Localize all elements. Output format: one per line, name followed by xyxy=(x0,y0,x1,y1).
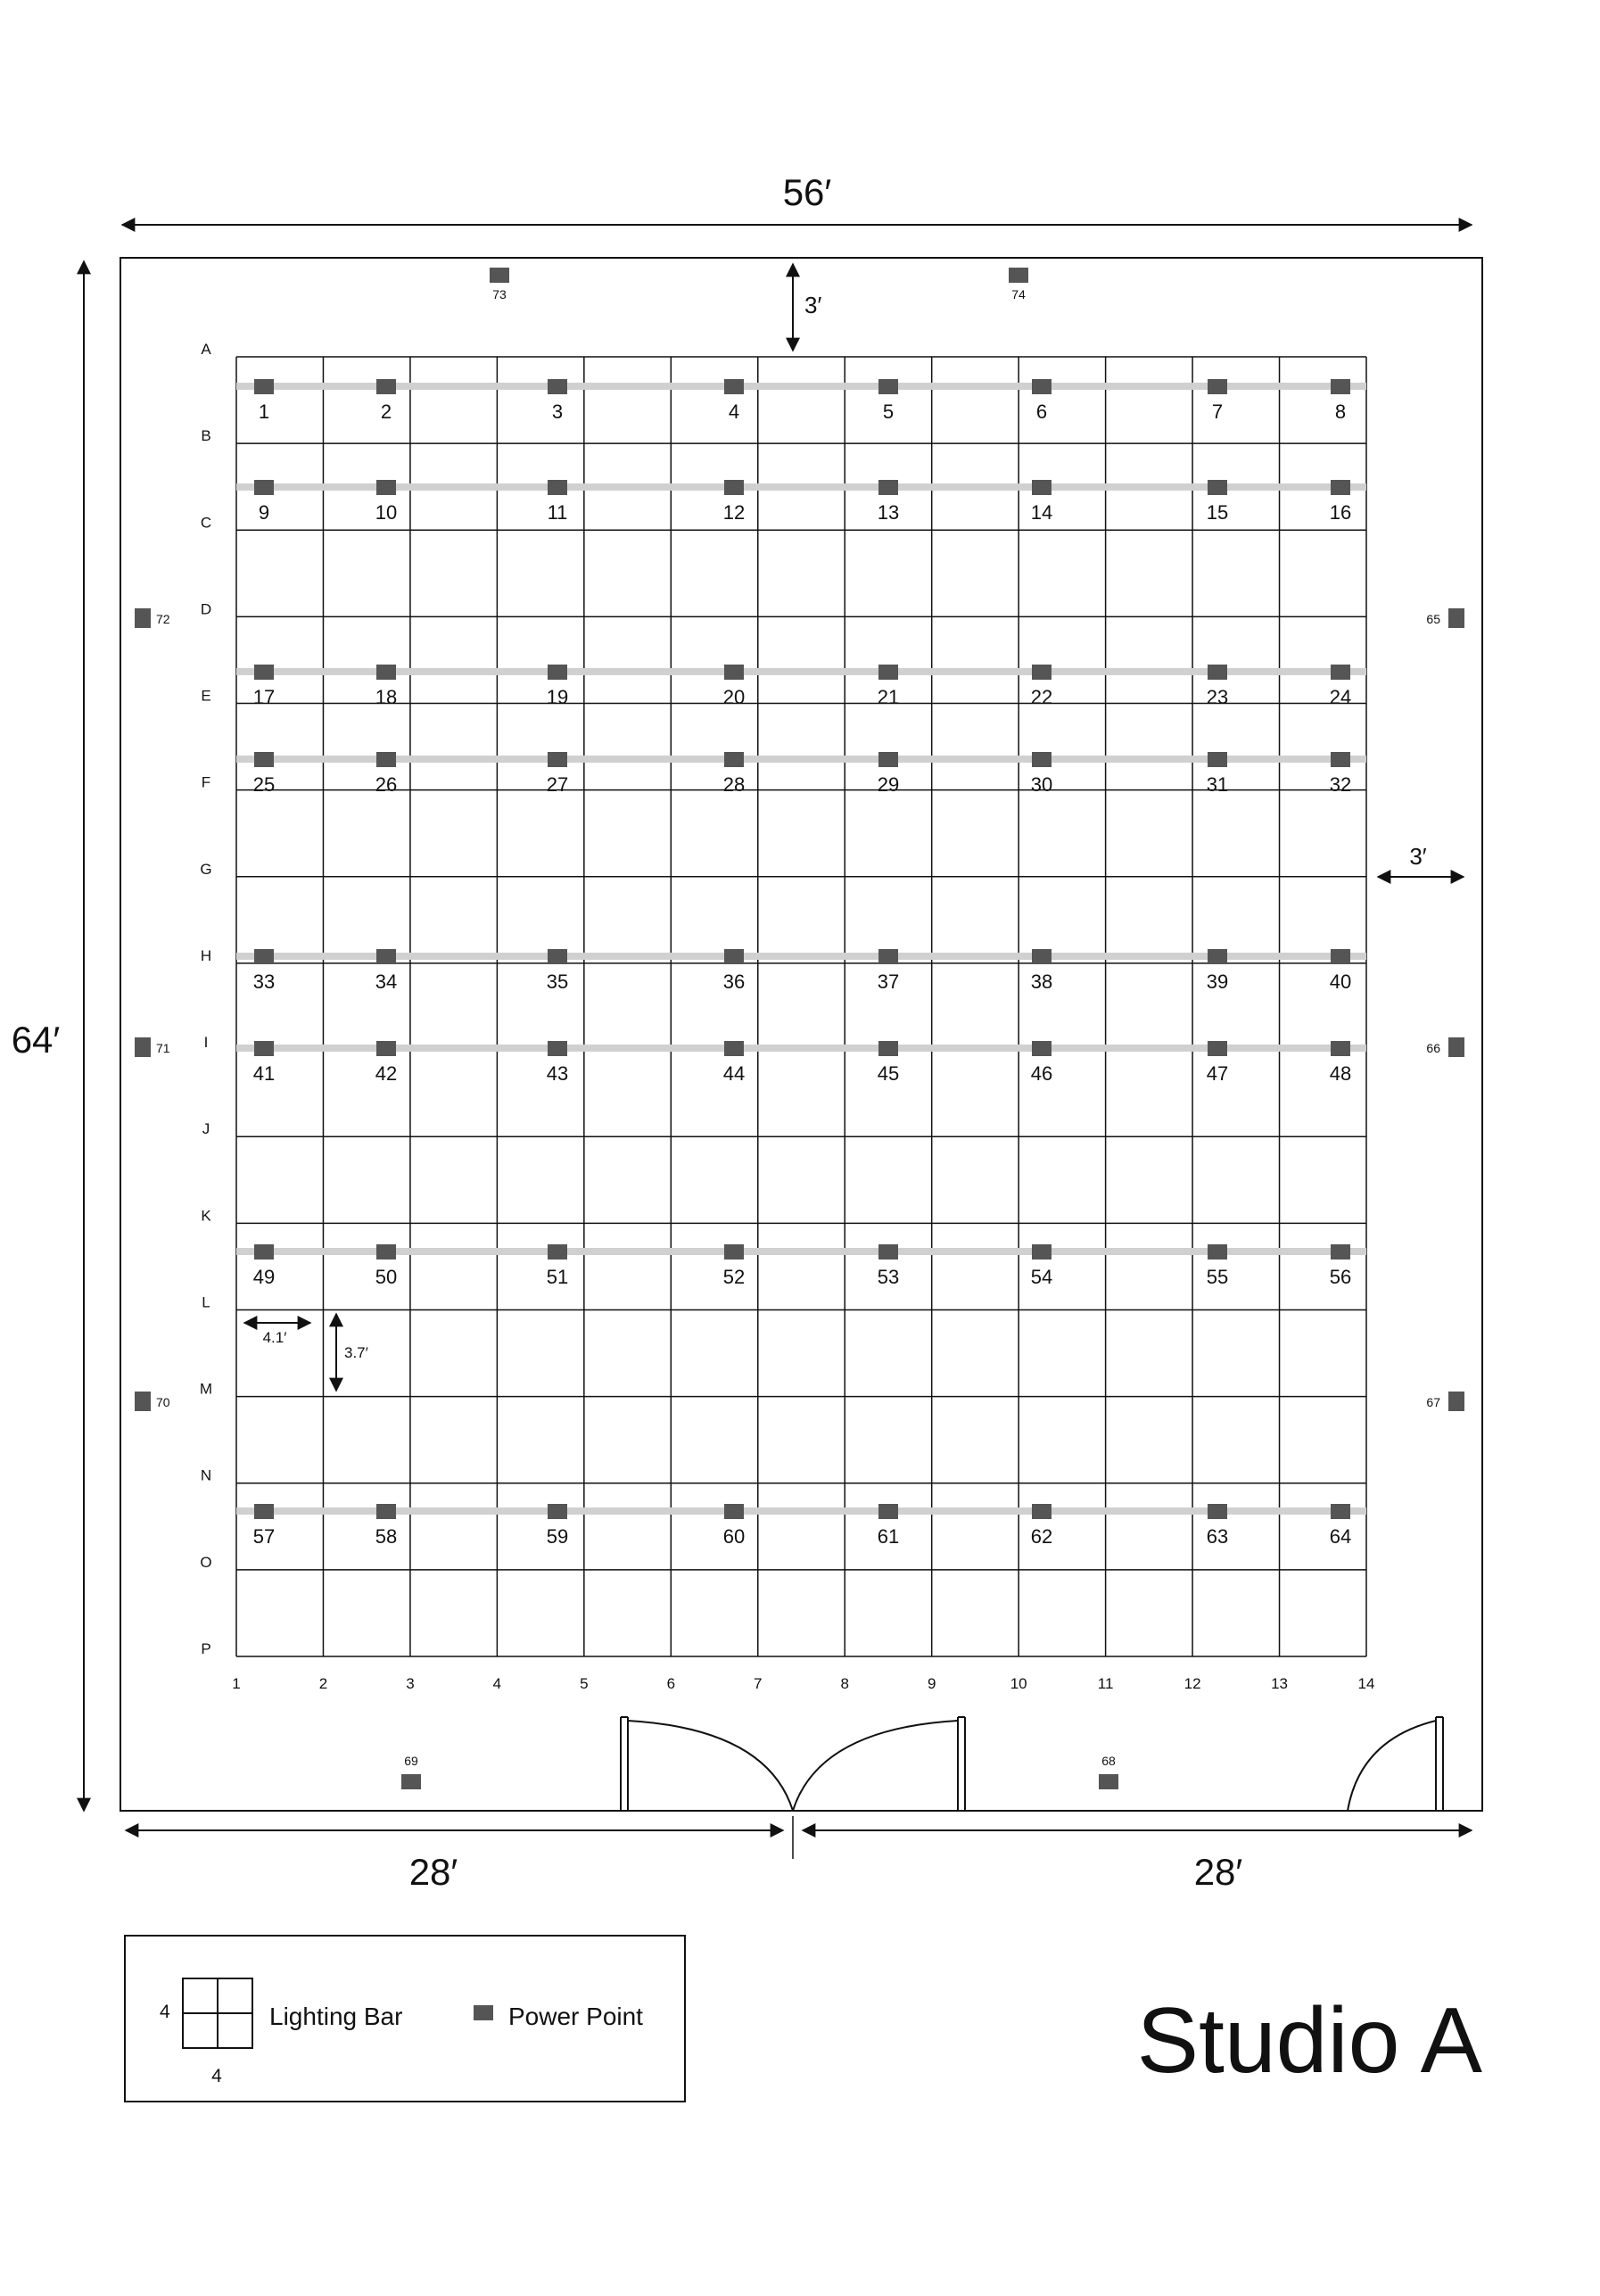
column-label-14: 14 xyxy=(1357,1675,1375,1692)
power-point-label-40: 40 xyxy=(1329,970,1352,993)
power-point-label-9: 9 xyxy=(258,501,270,524)
column-label-12: 12 xyxy=(1184,1675,1201,1692)
power-point-52[interactable] xyxy=(724,1244,744,1259)
power-point-5[interactable] xyxy=(878,379,898,394)
power-point-label-7: 7 xyxy=(1211,401,1224,423)
row-label-f: F xyxy=(201,773,211,791)
power-point-28[interactable] xyxy=(724,752,744,767)
row-label-k: K xyxy=(201,1207,211,1225)
column-label-13: 13 xyxy=(1271,1675,1288,1692)
power-point-label-50: 50 xyxy=(375,1266,398,1288)
double-door xyxy=(621,1717,965,1811)
lighting-bar xyxy=(236,953,1366,960)
lighting-bar xyxy=(236,1248,1366,1255)
power-point-20[interactable] xyxy=(724,665,744,680)
power-point-49[interactable] xyxy=(254,1244,274,1259)
power-point-50[interactable] xyxy=(376,1244,396,1259)
power-point-27[interactable] xyxy=(548,752,567,767)
cell-width-label: 4.1′ xyxy=(262,1329,287,1346)
page-title: Studio A xyxy=(1136,1989,1482,2093)
power-point-label-23: 23 xyxy=(1206,686,1229,708)
column-label-4: 4 xyxy=(492,1675,502,1692)
power-point-37[interactable] xyxy=(878,949,898,964)
wall-power-point-label-71: 71 xyxy=(156,1041,170,1055)
wall-power-point-67[interactable] xyxy=(1448,1392,1464,1411)
power-point-15[interactable] xyxy=(1208,480,1227,495)
power-point-label-14: 14 xyxy=(1030,501,1053,524)
wall-power-point-65[interactable] xyxy=(1448,608,1464,628)
power-point-label-47: 47 xyxy=(1206,1062,1229,1085)
power-point-35[interactable] xyxy=(548,949,567,964)
power-point-label-25: 25 xyxy=(252,773,276,796)
power-point-44[interactable] xyxy=(724,1041,744,1056)
power-point-13[interactable] xyxy=(878,480,898,495)
power-point-label-49: 49 xyxy=(252,1266,276,1288)
power-point-label-11: 11 xyxy=(547,501,568,524)
power-point-label-38: 38 xyxy=(1030,970,1053,993)
row-label-b: B xyxy=(201,427,211,445)
power-point-label-17: 17 xyxy=(252,686,276,708)
row-label-c: C xyxy=(200,514,212,532)
power-point-label-1: 1 xyxy=(258,401,270,423)
power-point-16[interactable] xyxy=(1331,480,1350,495)
column-label-1: 1 xyxy=(232,1675,241,1692)
lighting-bar xyxy=(236,668,1366,675)
power-point-label-61: 61 xyxy=(877,1525,900,1548)
power-point-23[interactable] xyxy=(1208,665,1227,680)
legend-lighting-bar-label: Lighting Bar xyxy=(269,2003,403,2030)
power-point-label-2: 2 xyxy=(380,401,392,423)
power-point-4[interactable] xyxy=(724,379,744,394)
wall-power-point-label-73: 73 xyxy=(492,287,507,301)
power-point-label-27: 27 xyxy=(546,773,569,796)
cell-height-label: 3.7′ xyxy=(344,1344,368,1361)
wall-power-points xyxy=(135,268,1464,1789)
row-label-g: G xyxy=(200,860,212,878)
power-point-1[interactable] xyxy=(254,379,274,394)
power-point-label-58: 58 xyxy=(375,1525,398,1548)
power-point-60[interactable] xyxy=(724,1504,744,1519)
row-label-n: N xyxy=(200,1466,212,1484)
power-point-label-37: 37 xyxy=(877,970,900,993)
power-point-label-30: 30 xyxy=(1030,773,1053,796)
row-label-i: I xyxy=(203,1034,209,1052)
right-clearance-label: 3′ xyxy=(1409,843,1427,870)
power-point-label-28: 28 xyxy=(722,773,746,796)
wall-power-point-70[interactable] xyxy=(135,1392,151,1411)
power-point-label-16: 16 xyxy=(1329,501,1352,524)
power-point-label-13: 13 xyxy=(877,501,900,524)
wall-power-point-74[interactable] xyxy=(1009,268,1028,283)
power-point-label-20: 20 xyxy=(722,686,746,708)
column-label-5: 5 xyxy=(580,1675,589,1692)
bottom-left-dimension-label: 28′ xyxy=(408,1851,458,1893)
power-point-63[interactable] xyxy=(1208,1504,1227,1519)
power-point-label-15: 15 xyxy=(1206,501,1229,524)
power-point-label-24: 24 xyxy=(1329,686,1352,708)
row-label-p: P xyxy=(201,1640,211,1657)
power-point-14[interactable] xyxy=(1032,480,1052,495)
row-label-e: E xyxy=(201,687,211,705)
power-point-11[interactable] xyxy=(548,480,567,495)
column-label-2: 2 xyxy=(318,1675,328,1692)
column-label-7: 7 xyxy=(754,1675,763,1692)
wall-power-point-72[interactable] xyxy=(135,608,151,628)
power-point-label-53: 53 xyxy=(877,1266,900,1288)
power-point-47[interactable] xyxy=(1208,1041,1227,1056)
power-point-label-59: 59 xyxy=(546,1525,569,1548)
wall-power-point-71[interactable] xyxy=(135,1037,151,1057)
power-point-label-60: 60 xyxy=(722,1525,746,1548)
power-point-8[interactable] xyxy=(1331,379,1350,394)
power-point-label-51: 51 xyxy=(546,1266,569,1288)
wall-power-point-69[interactable] xyxy=(401,1774,421,1789)
lighting-bar xyxy=(236,1045,1366,1052)
lighting-bars xyxy=(236,383,1366,1515)
row-label-a: A xyxy=(201,341,211,358)
power-point-56[interactable] xyxy=(1331,1244,1350,1259)
power-point-label-64: 64 xyxy=(1329,1525,1352,1548)
row-label-o: O xyxy=(200,1553,212,1571)
power-point-57[interactable] xyxy=(254,1504,274,1519)
power-point-label-10: 10 xyxy=(375,501,398,524)
power-point-label-12: 12 xyxy=(722,501,746,524)
row-label-h: H xyxy=(200,946,212,964)
row-label-l: L xyxy=(202,1293,210,1311)
power-point-54[interactable] xyxy=(1032,1244,1052,1259)
power-point-label-43: 43 xyxy=(546,1062,569,1085)
legend-power-point-label: Power Point xyxy=(508,2003,643,2030)
single-door xyxy=(1348,1717,1443,1811)
power-point-label-42: 42 xyxy=(375,1062,398,1085)
legend-power-point-icon xyxy=(474,2005,493,2020)
legend-grid-side-label: 4 xyxy=(160,2002,170,2022)
power-point-label-56: 56 xyxy=(1329,1266,1352,1288)
power-point-21[interactable] xyxy=(878,665,898,680)
power-point-label-34: 34 xyxy=(375,970,398,993)
column-label-3: 3 xyxy=(406,1675,415,1692)
power-point-32[interactable] xyxy=(1331,752,1350,767)
power-point-55[interactable] xyxy=(1208,1244,1227,1259)
power-point-18[interactable] xyxy=(376,665,396,680)
power-point-31[interactable] xyxy=(1208,752,1227,767)
power-point-64[interactable] xyxy=(1331,1504,1350,1519)
power-point-label-48: 48 xyxy=(1329,1062,1352,1085)
power-point-51[interactable] xyxy=(548,1244,567,1259)
power-point-label-39: 39 xyxy=(1206,970,1229,993)
power-point-40[interactable] xyxy=(1331,949,1350,964)
column-label-8: 8 xyxy=(840,1675,849,1692)
power-point-42[interactable] xyxy=(376,1041,396,1056)
row-label-m: M xyxy=(199,1380,213,1398)
wall-power-point-label-66: 66 xyxy=(1426,1041,1440,1055)
power-point-19[interactable] xyxy=(548,665,567,680)
legend-grid-bottom-label: 4 xyxy=(211,2066,222,2086)
wall-power-point-label-72: 72 xyxy=(156,612,170,626)
column-label-10: 10 xyxy=(1010,1675,1027,1692)
power-point-label-41: 41 xyxy=(252,1062,276,1085)
power-point-label-55: 55 xyxy=(1206,1266,1229,1288)
power-point-62[interactable] xyxy=(1032,1504,1052,1519)
power-point-12[interactable] xyxy=(724,480,744,495)
power-point-17[interactable] xyxy=(254,665,274,680)
power-point-29[interactable] xyxy=(878,752,898,767)
power-point-label-33: 33 xyxy=(252,970,276,993)
power-point-10[interactable] xyxy=(376,480,396,495)
power-point-label-26: 26 xyxy=(375,773,398,796)
power-point-41[interactable] xyxy=(254,1041,274,1056)
column-labels xyxy=(232,1675,1374,1692)
power-point-label-22: 22 xyxy=(1030,686,1053,708)
power-point-label-63: 63 xyxy=(1206,1525,1229,1548)
wall-power-point-73[interactable] xyxy=(490,268,509,283)
power-point-36[interactable] xyxy=(724,949,744,964)
power-point-33[interactable] xyxy=(254,949,274,964)
power-point-25[interactable] xyxy=(254,752,274,767)
power-point-label-62: 62 xyxy=(1030,1525,1053,1548)
power-point-7[interactable] xyxy=(1208,379,1227,394)
lighting-bar xyxy=(236,483,1366,491)
power-point-label-52: 52 xyxy=(722,1266,746,1288)
power-point-58[interactable] xyxy=(376,1504,396,1519)
power-point-59[interactable] xyxy=(548,1504,567,1519)
power-point-9[interactable] xyxy=(254,480,274,495)
power-point-label-8: 8 xyxy=(1334,401,1347,423)
power-point-label-21: 21 xyxy=(877,686,900,708)
column-label-11: 11 xyxy=(1097,1675,1114,1692)
wall-power-point-66[interactable] xyxy=(1448,1037,1464,1057)
power-point-label-44: 44 xyxy=(722,1062,746,1085)
power-point-46[interactable] xyxy=(1032,1041,1052,1056)
power-point-53[interactable] xyxy=(878,1244,898,1259)
wall-power-point-label-67: 67 xyxy=(1426,1395,1440,1409)
power-point-label-4: 4 xyxy=(728,401,740,423)
power-point-22[interactable] xyxy=(1032,665,1052,680)
power-point-label-5: 5 xyxy=(882,401,895,423)
power-point-label-31: 31 xyxy=(1206,773,1229,796)
power-point-label-3: 3 xyxy=(551,401,564,423)
power-point-label-19: 19 xyxy=(546,686,569,708)
power-point-30[interactable] xyxy=(1032,752,1052,767)
power-point-label-57: 57 xyxy=(252,1525,276,1548)
studio-outer-wall xyxy=(120,258,1482,1811)
wall-power-point-label-70: 70 xyxy=(156,1395,170,1409)
left-dimension-label: 64′ xyxy=(11,1019,61,1061)
power-point-label-54: 54 xyxy=(1030,1266,1053,1288)
wall-power-point-label-74: 74 xyxy=(1011,287,1026,301)
column-label-9: 9 xyxy=(927,1675,936,1692)
power-point-label-35: 35 xyxy=(546,970,569,993)
top-dimension-label: 56′ xyxy=(782,171,832,213)
wall-power-point-label-65: 65 xyxy=(1426,612,1440,626)
bottom-right-dimension-label: 28′ xyxy=(1193,1851,1243,1893)
power-point-61[interactable] xyxy=(878,1504,898,1519)
power-point-34[interactable] xyxy=(376,949,396,964)
lighting-bar xyxy=(236,1507,1366,1515)
power-point-48[interactable] xyxy=(1331,1041,1350,1056)
column-label-6: 6 xyxy=(666,1675,676,1692)
wall-power-point-label-68: 68 xyxy=(1101,1754,1116,1768)
power-point-43[interactable] xyxy=(548,1041,567,1056)
power-point-label-18: 18 xyxy=(375,686,398,708)
row-label-d: D xyxy=(200,600,212,618)
lighting-bar xyxy=(236,756,1366,763)
power-point-label-45: 45 xyxy=(877,1062,900,1085)
power-point-39[interactable] xyxy=(1208,949,1227,964)
power-point-45[interactable] xyxy=(878,1041,898,1056)
power-point-38[interactable] xyxy=(1032,949,1052,964)
power-point-label-32: 32 xyxy=(1329,773,1352,796)
lighting-bar xyxy=(236,383,1366,390)
power-point-6[interactable] xyxy=(1032,379,1052,394)
top-clearance-label: 3′ xyxy=(804,292,822,318)
wall-power-point-68[interactable] xyxy=(1099,1774,1118,1789)
power-point-label-29: 29 xyxy=(877,773,900,796)
power-point-24[interactable] xyxy=(1331,665,1350,680)
power-point-label-36: 36 xyxy=(722,970,746,993)
grid-lines xyxy=(236,357,1366,1656)
power-point-label-46: 46 xyxy=(1030,1062,1053,1085)
row-labels xyxy=(200,341,212,1657)
power-point-3[interactable] xyxy=(548,379,567,394)
power-point-26[interactable] xyxy=(376,752,396,767)
wall-power-point-label-69: 69 xyxy=(404,1754,418,1768)
legend-grid-icon xyxy=(183,1978,252,2048)
power-point-2[interactable] xyxy=(376,379,396,394)
power-point-label-6: 6 xyxy=(1035,401,1048,423)
row-label-j: J xyxy=(202,1120,210,1138)
